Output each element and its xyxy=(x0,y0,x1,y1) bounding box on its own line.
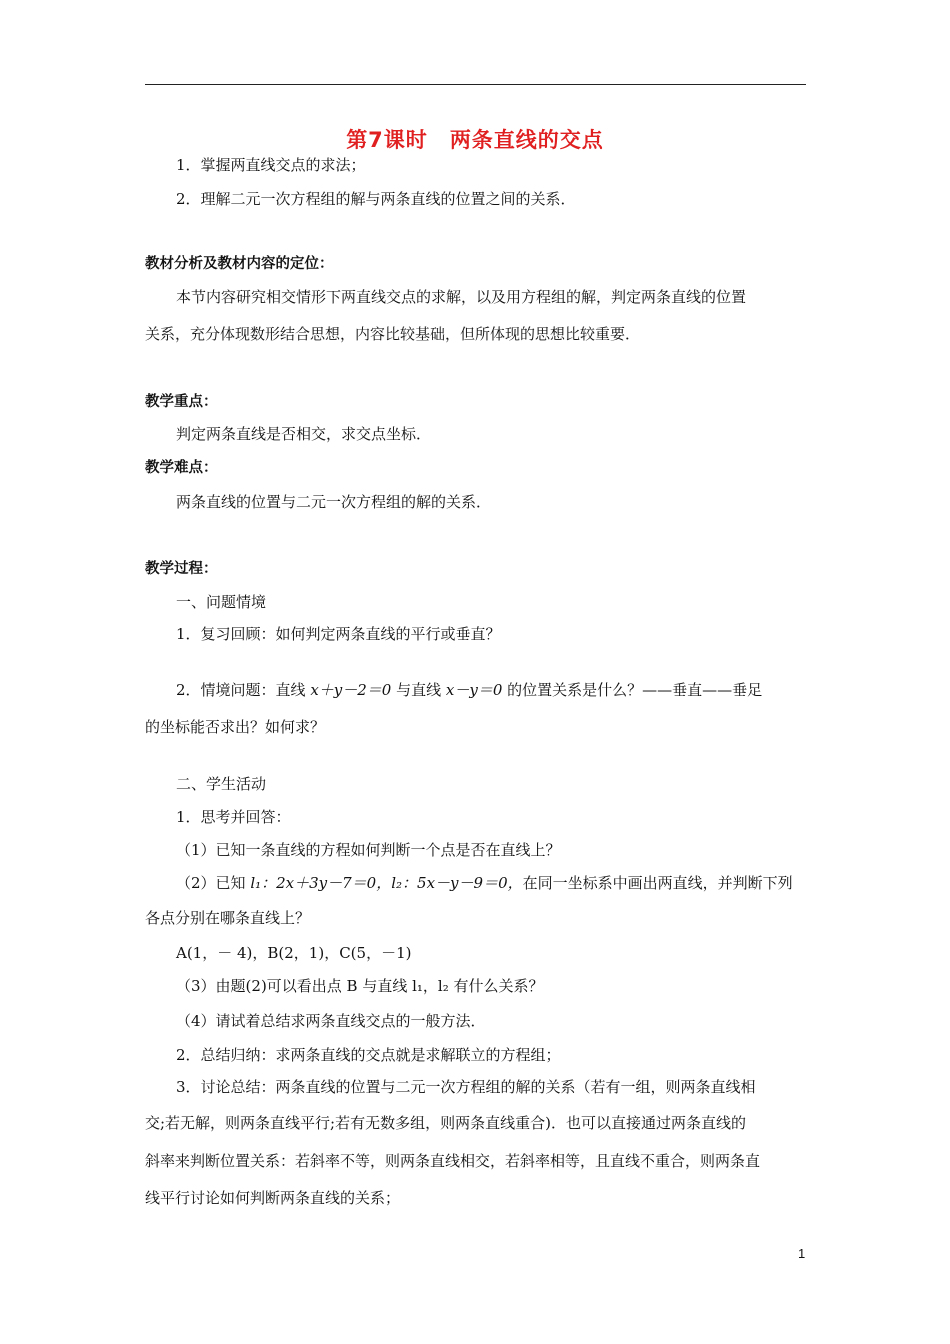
process-heading: 教学过程： xyxy=(145,561,218,577)
points-list: A(1，－ 4)，B(2，1)，C(5，－1) xyxy=(176,944,412,962)
situation-question-line-1: 2．情境问题：直线 x＋y－2＝0 与直线 x－y＝0 的位置关系是什么？——垂直——垂足 xyxy=(176,681,763,699)
equation-1: x＋y－2＝0 xyxy=(310,681,392,699)
question-2-line-1: （2）已知 l₁：2x＋3y－7＝0，l₂：5x－y－9＝0，在同一坐标系中画出两直线，并判断下列 xyxy=(176,874,793,892)
page-number: 1 xyxy=(798,1246,806,1261)
section-problem-situation: 一、问题情境 xyxy=(176,593,267,611)
question-2-line-2: 各点分别在哪条直线上？ xyxy=(145,909,311,927)
equation-2: x－y＝0 xyxy=(445,681,503,699)
analysis-line-2: 关系，充分体现数形结合思想，内容比较基础，但所体现的思想比较重要． xyxy=(145,325,641,343)
page-title xyxy=(0,124,950,154)
difficulties-text: 两条直线的位置与二元一次方程组的解的关系． xyxy=(176,493,492,511)
objective-1: 1．掌握两直线交点的求法； xyxy=(176,156,366,174)
key-points-heading: 教学重点： xyxy=(145,394,218,410)
analysis-line-1: 本节内容研究相交情形下两直线交点的求解，以及用方程组的解，判定两条直线的位置 xyxy=(176,288,747,306)
discussion-line-3: 斜率来判断位置关系：若斜率不等，则两条直线相交，若斜率相等，且直线不重合，则两条直 xyxy=(145,1152,761,1170)
key-points-text: 判定两条直线是否相交，求交点坐标． xyxy=(176,425,432,443)
header-rule xyxy=(145,84,806,85)
difficulties-heading: 教学难点： xyxy=(145,460,218,476)
title-topic: 两条直线的交点 xyxy=(449,128,604,152)
review-question: 1．复习回顾：如何判定两条直线的平行或垂直？ xyxy=(176,625,501,643)
section-student-activity: 二、学生活动 xyxy=(176,775,267,793)
line-l1-equation: l₁：2x＋3y－7＝0， xyxy=(250,874,392,892)
title-lesson-number: 第7课时 xyxy=(346,128,428,152)
question-4: （4）请试着总结求两条直线交点的一般方法． xyxy=(176,1012,486,1030)
discussion-line-1: 3．讨论总结：两条直线的位置与二元一次方程组的解的关系（若有一组，则两条直线相 xyxy=(176,1078,756,1096)
question-3: （3）由题(2)可以看出点 B 与直线 l₁，l₂ 有什么关系？ xyxy=(176,977,544,995)
analysis-heading: 教材分析及教材内容的定位： xyxy=(145,256,334,272)
summary: 2．总结归纳：求两条直线的交点就是求解联立的方程组； xyxy=(176,1046,561,1064)
discussion-line-2: 交;若无解，则两条直线平行;若有无数多组，则两条直线重合)．也可以直接通过两条直线的 xyxy=(145,1114,746,1132)
line-l2-equation: l₂：5x－y－9＝0， xyxy=(391,874,523,892)
discussion-line-4: 线平行讨论如何判断两条直线的关系； xyxy=(145,1189,401,1207)
think-and-answer: 1．思考并回答： xyxy=(176,808,291,826)
question-1: （1）已知一条直线的方程如何判断一个点是否在直线上？ xyxy=(176,841,561,859)
situation-question-line-2: 的坐标能否求出？如何求？ xyxy=(145,718,326,736)
objective-2: 2．理解二元一次方程组的解与两条直线的位置之间的关系． xyxy=(176,190,576,208)
